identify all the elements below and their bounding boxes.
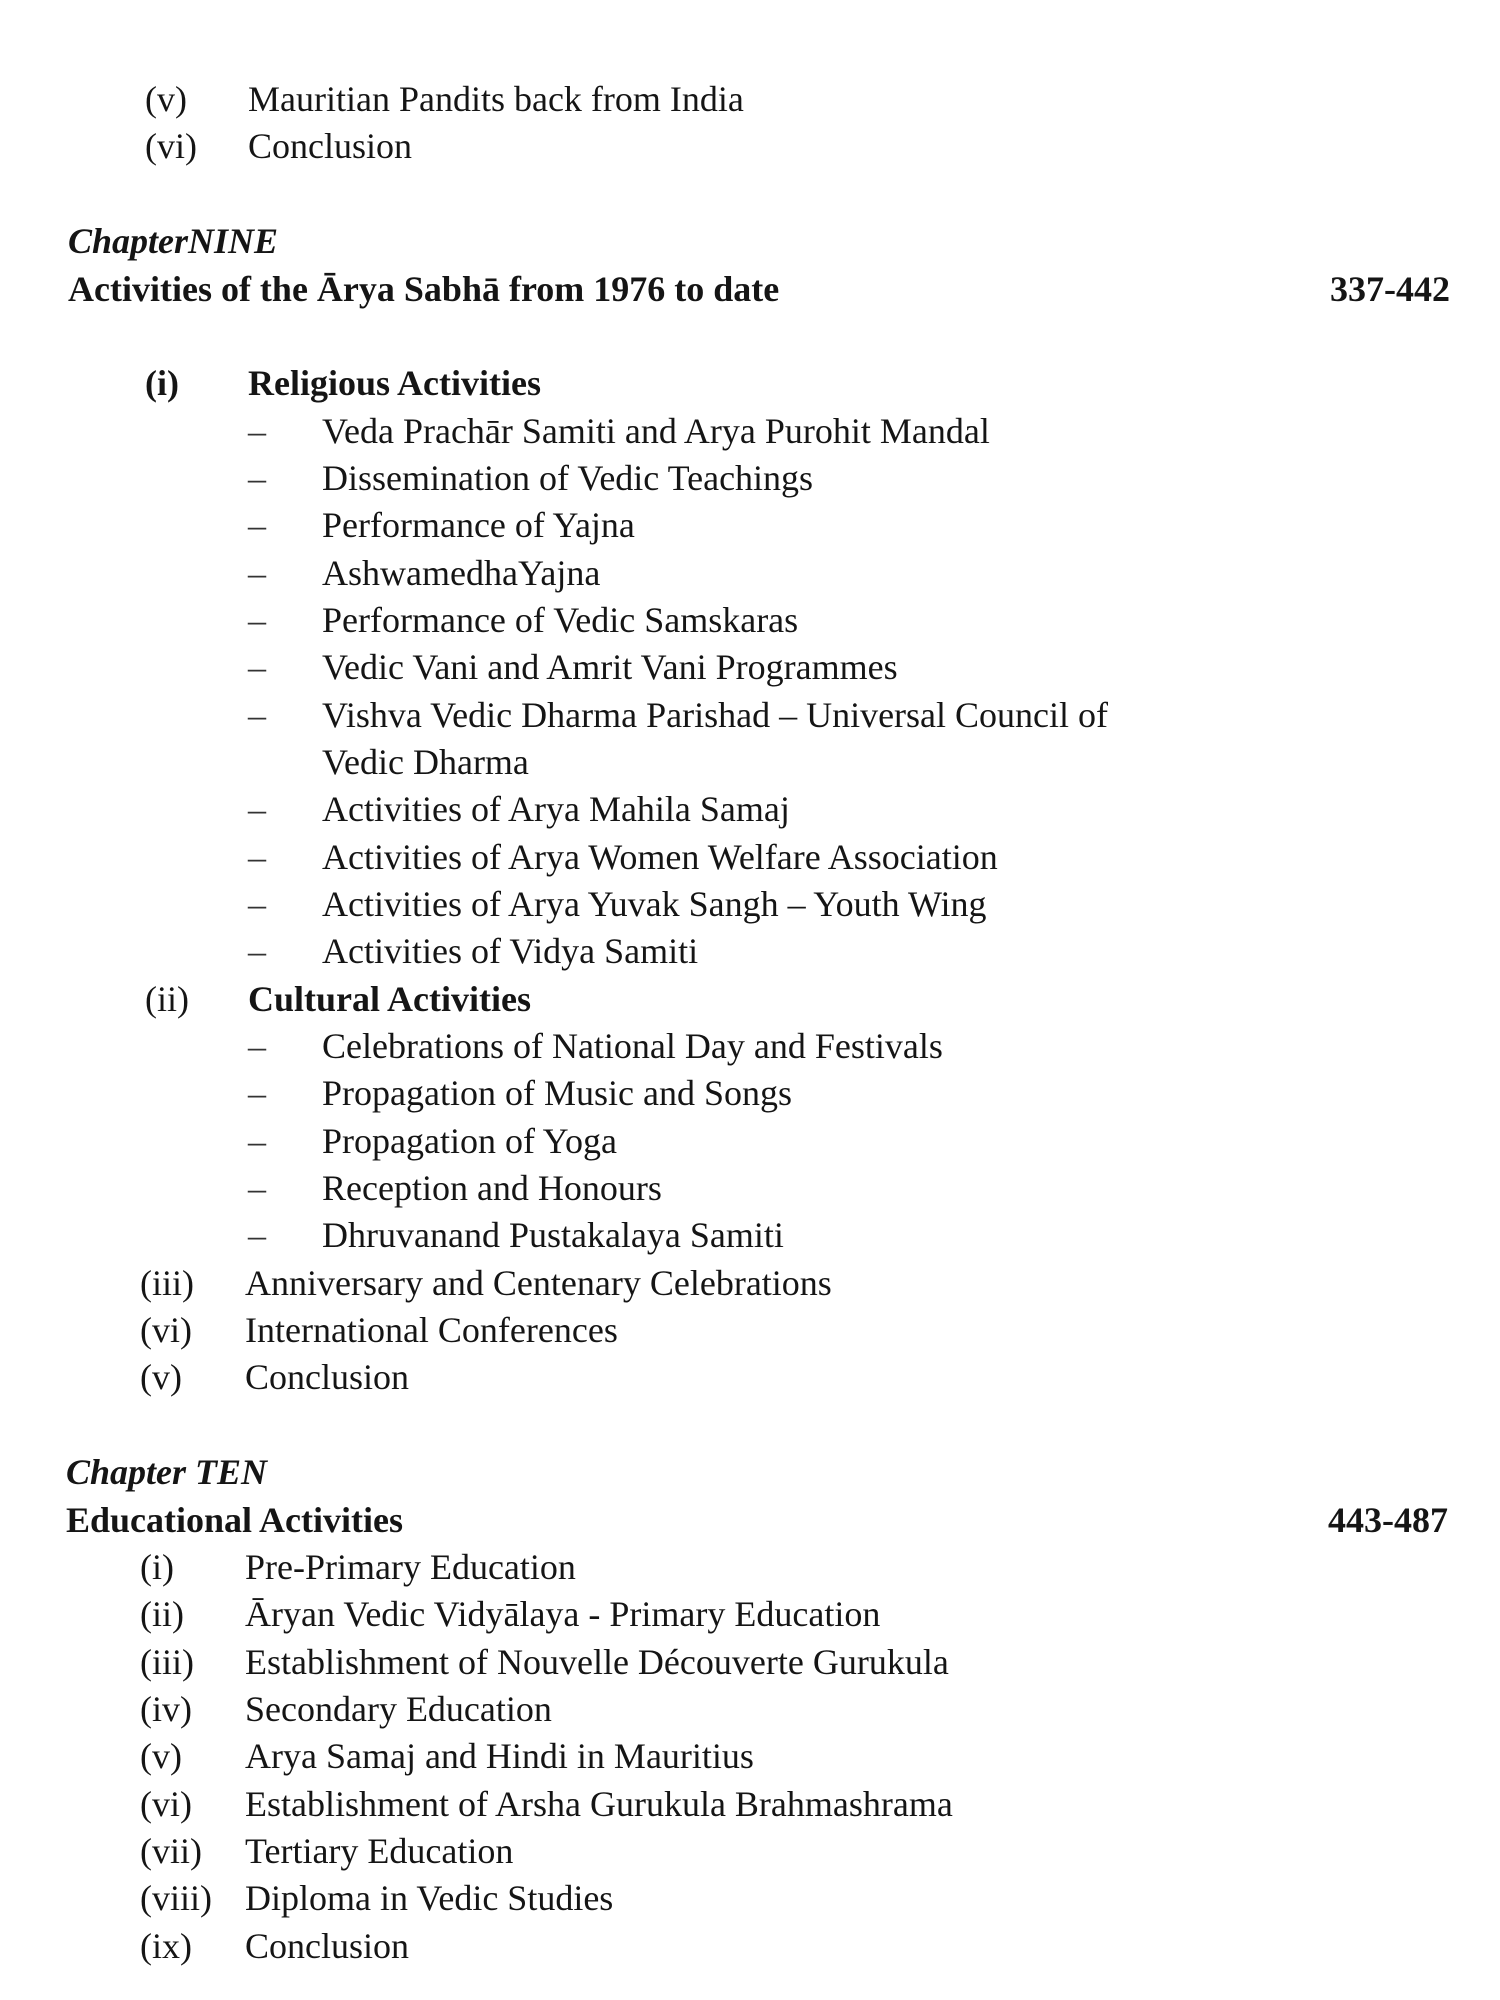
toc-subitem: Vedic Vani and Amrit Vani Programmes (322, 647, 898, 687)
toc-item: Establishment of Nouvelle Découverte Gurukula (245, 1642, 949, 1682)
toc-item: Āryan Vedic Vidyālaya - Primary Education (245, 1594, 881, 1634)
toc-item-number: (viii) (140, 1878, 212, 1918)
toc-item-number: (iii) (140, 1642, 194, 1682)
section-number: (i) (145, 363, 179, 403)
chapter-ten-label: Chapter TEN (66, 1452, 268, 1492)
section-heading-cultural: Cultural Activities (248, 979, 531, 1019)
toc-subitem: Reception and Honours (322, 1168, 662, 1208)
toc-item: Conclusion (245, 1357, 410, 1397)
toc-item: Conclusion (245, 1926, 410, 1966)
toc-subitem: Propagation of Music and Songs (322, 1073, 792, 1113)
dash-bullet: – (248, 884, 266, 924)
toc-item-number: (vii) (140, 1831, 202, 1871)
dash-bullet: – (248, 1121, 266, 1161)
toc-subitem: Celebrations of National Day and Festivals (322, 1026, 943, 1066)
toc-item-number: (i) (140, 1547, 174, 1587)
dash-bullet: – (248, 1168, 266, 1208)
toc-item: Tertiary Education (245, 1831, 514, 1871)
toc-subitem: Activities of Vidya Samiti (322, 931, 699, 971)
toc-item: International Conferences (245, 1310, 618, 1350)
chapter-nine-label: ChapterNINE (68, 221, 279, 261)
toc-item: Conclusion (248, 126, 413, 166)
toc-subitem: Veda Prachār Samiti and Arya Purohit Mandal (322, 411, 990, 451)
dash-bullet: – (248, 695, 266, 735)
dash-bullet: – (248, 789, 266, 829)
section-number: (ii) (145, 979, 189, 1019)
toc-subitem: Activities of Arya Mahila Samaj (322, 789, 790, 829)
toc-item-number: (v) (145, 79, 187, 119)
toc-item: Secondary Education (245, 1689, 552, 1729)
dash-bullet: – (248, 931, 266, 971)
dash-bullet: – (248, 600, 266, 640)
toc-subitem: Activities of Arya Yuvak Sangh – Youth Wing (322, 884, 987, 924)
toc-subitem: Dissemination of Vedic Teachings (322, 458, 814, 498)
dash-bullet: – (248, 647, 266, 687)
toc-item: Anniversary and Centenary Celebrations (245, 1263, 832, 1303)
chapter-nine-title: Activities of the Ārya Sabhā from 1976 to date (68, 269, 780, 309)
dash-bullet: – (248, 1073, 266, 1113)
dash-bullet: – (248, 505, 266, 545)
toc-subitem: Vishva Vedic Dharma Parishad – Universal Council of (322, 695, 1109, 735)
dash-bullet: – (248, 1215, 266, 1255)
toc-subitem: Performance of Yajna (322, 505, 635, 545)
toc-subitem: Dhruvanand Pustakalaya Samiti (322, 1215, 784, 1255)
toc-item: Diploma in Vedic Studies (245, 1878, 614, 1918)
toc-item: Arya Samaj and Hindi in Mauritius (245, 1736, 754, 1776)
dash-bullet: – (248, 837, 266, 877)
dash-bullet: – (248, 458, 266, 498)
chapter-ten-pages: 443-487 (1328, 1500, 1448, 1540)
dash-bullet: – (248, 1026, 266, 1066)
toc-item-number: (iv) (140, 1689, 192, 1729)
toc-item: Establishment of Arsha Gurukula Brahmashrama (245, 1784, 953, 1824)
toc-item: Mauritian Pandits back from India (248, 79, 744, 119)
toc-item-number: (ii) (140, 1594, 184, 1634)
toc-item: Pre-Primary Education (245, 1547, 576, 1587)
toc-item-number: (v) (140, 1357, 182, 1397)
chapter-nine-pages: 337-442 (1330, 269, 1450, 309)
toc-subitem: Performance of Vedic Samskaras (322, 600, 799, 640)
toc-item-number: (ix) (140, 1926, 192, 1966)
section-heading-religious: Religious Activities (248, 363, 541, 403)
dash-bullet: – (248, 553, 266, 593)
toc-subitem-continuation: Vedic Dharma (322, 742, 529, 782)
chapter-ten-title: Educational Activities (66, 1500, 404, 1540)
toc-subitem: Activities of Arya Women Welfare Association (322, 837, 998, 877)
toc-item-number: (vi) (145, 126, 197, 166)
toc-item-number: (vi) (140, 1310, 192, 1350)
toc-subitem: AshwamedhaYajna (322, 553, 601, 593)
toc-item-number: (vi) (140, 1784, 192, 1824)
toc-item-number: (v) (140, 1736, 182, 1776)
toc-subitem: Propagation of Yoga (322, 1121, 617, 1161)
toc-item-number: (iii) (140, 1263, 194, 1303)
dash-bullet: – (248, 411, 266, 451)
